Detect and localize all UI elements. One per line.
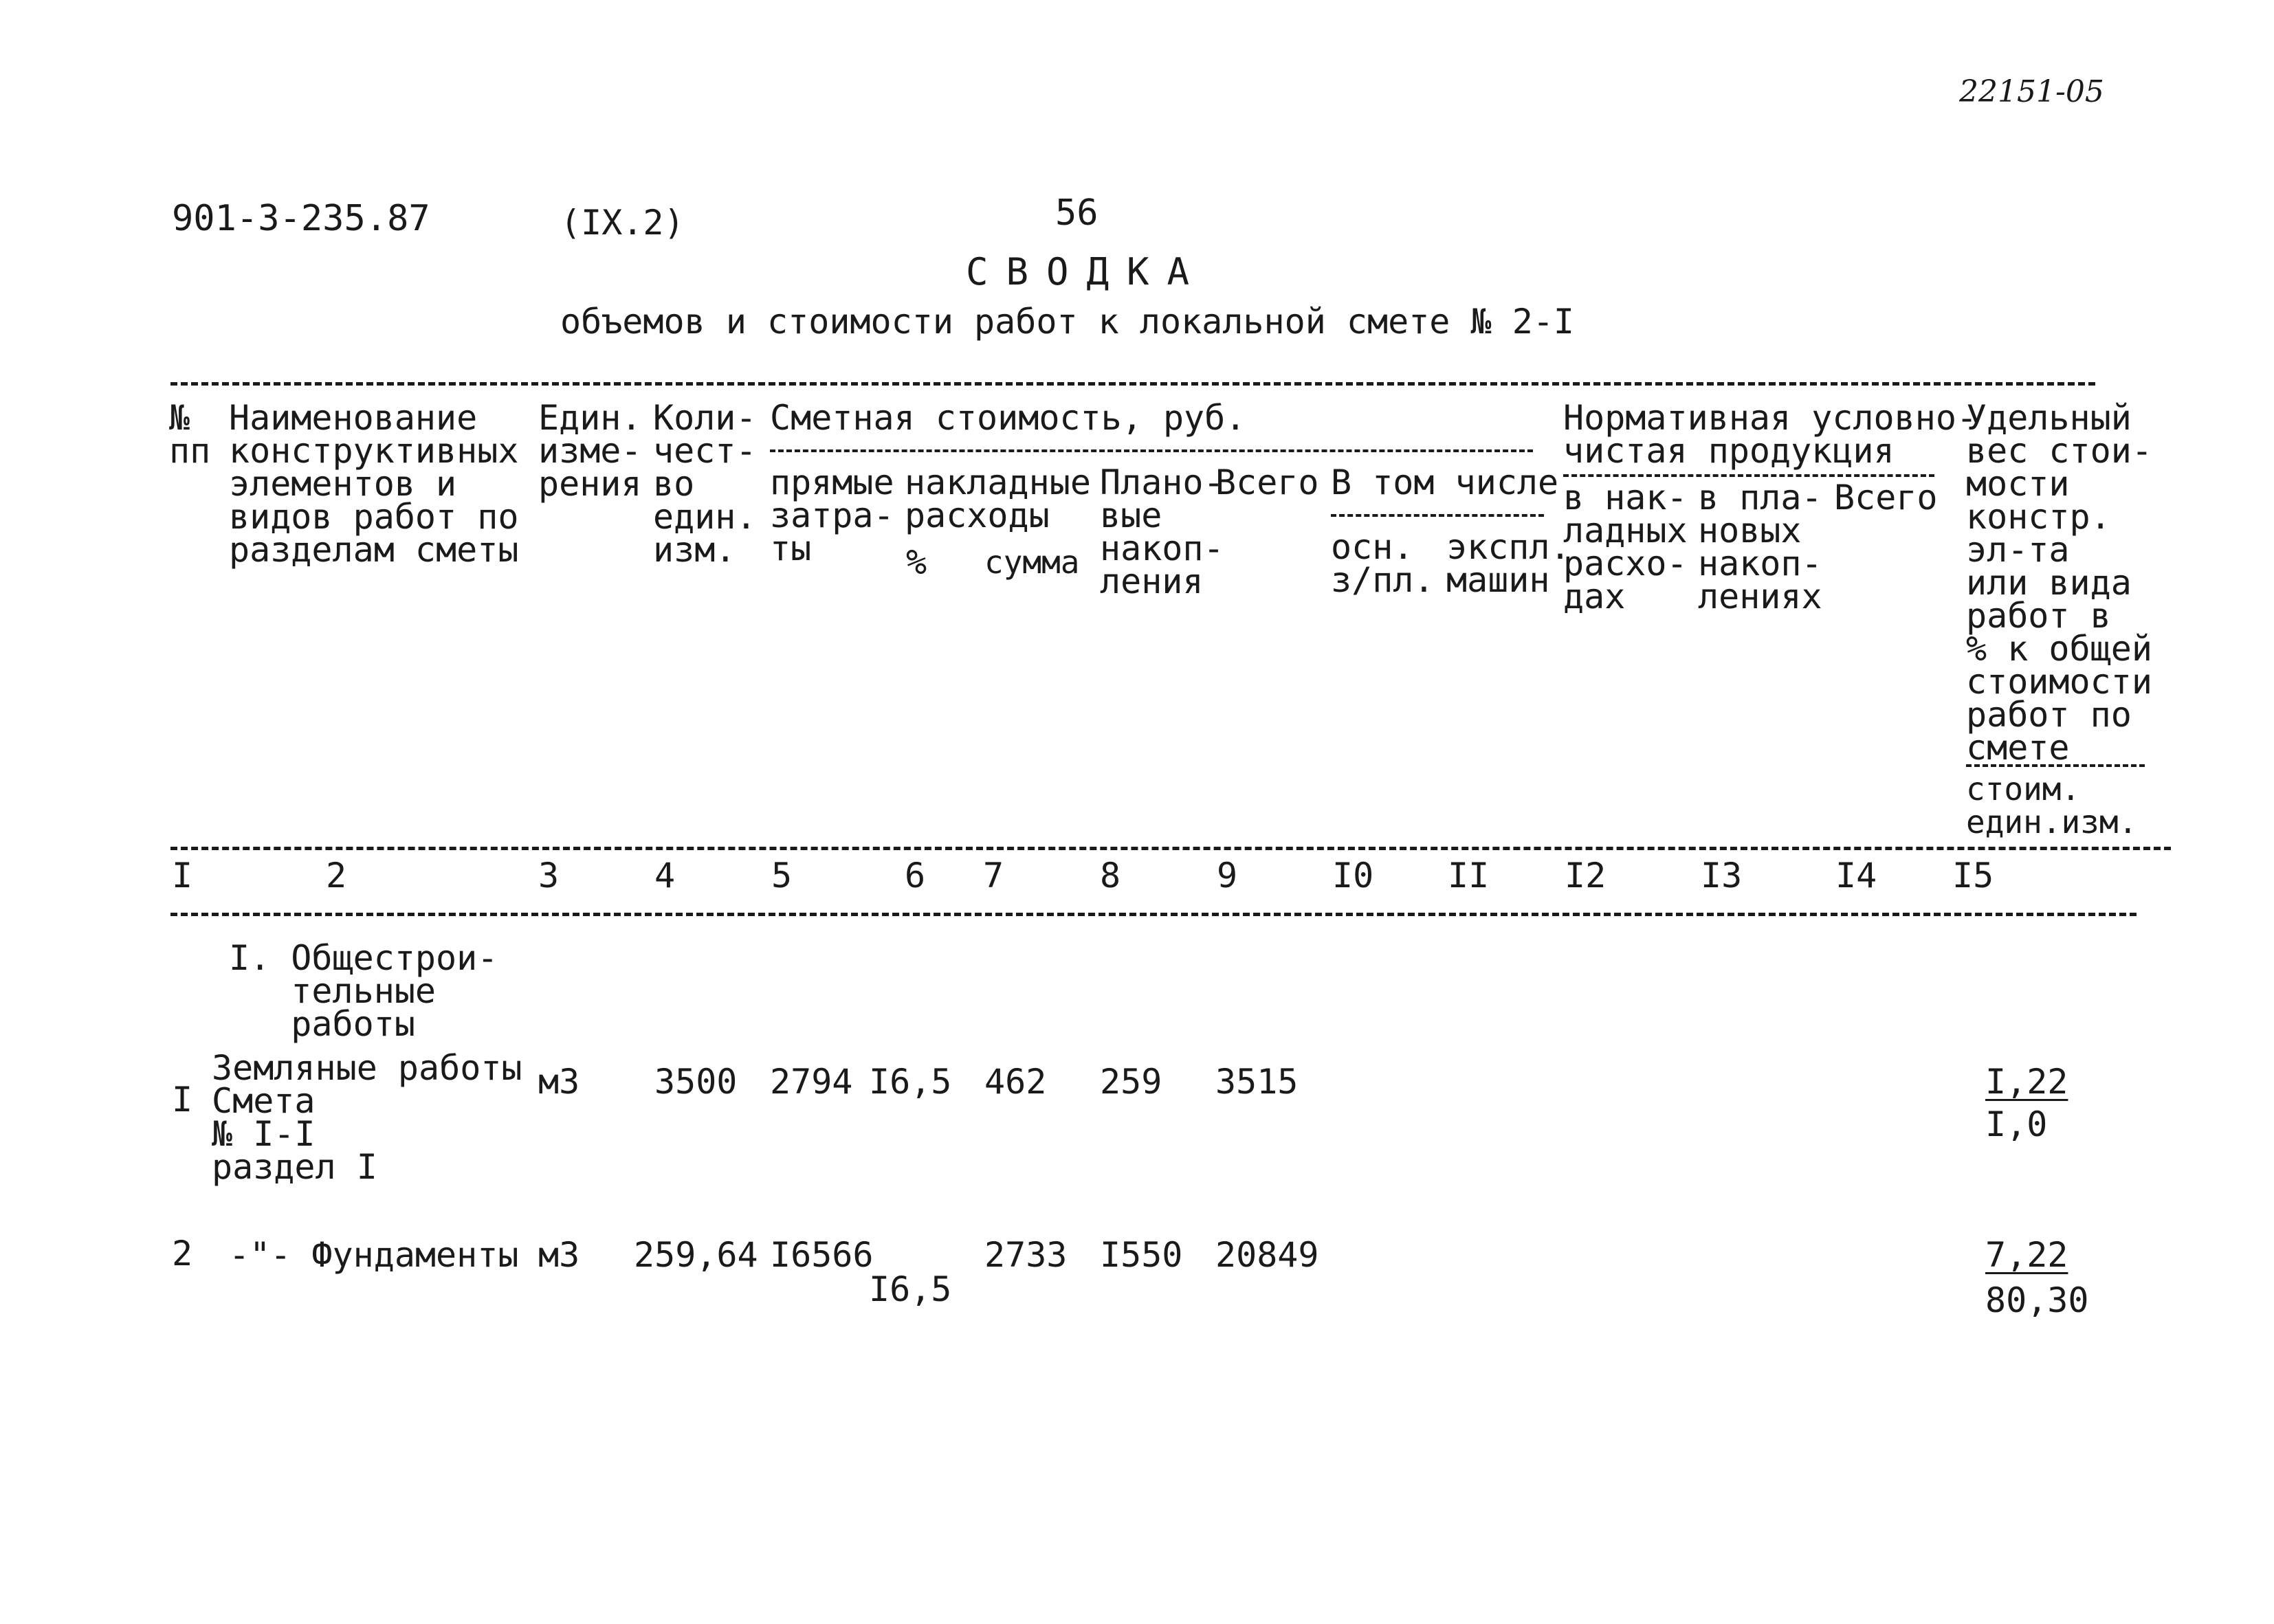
header-base-wages: осн. з/пл. <box>1331 527 1435 600</box>
header-quantity: Коли- чест- во един. изм. <box>653 398 757 570</box>
col-number: I3 <box>1701 856 1743 896</box>
row-1-overhead-pct: I6,5 <box>869 1062 952 1102</box>
corner-number: 22151-05 <box>1959 74 2104 109</box>
row-1-planned: 259 <box>1100 1062 1162 1102</box>
rule-numbers-bottom <box>170 913 2137 916</box>
header-including: В том числе <box>1331 463 1559 502</box>
row-1-direct: 2794 <box>770 1062 853 1102</box>
col-number: II <box>1448 856 1490 896</box>
header-overhead-sum: сумма <box>984 544 1080 581</box>
section-code: (IX.2) <box>560 203 685 243</box>
header-norm-total: Всего <box>1834 478 1938 518</box>
row-1-share-bottom: I,0 <box>1985 1104 2048 1144</box>
col-number: 5 <box>771 856 793 896</box>
row-1-number: I <box>172 1080 193 1120</box>
header-share-unit: стоим. един.изм. <box>1966 770 2138 841</box>
col-number: 2 <box>326 856 347 896</box>
row-1-unit: м3 <box>538 1062 580 1102</box>
row-2-planned: I550 <box>1100 1235 1183 1275</box>
col-number: 6 <box>905 856 926 896</box>
header-norm-planned: в пла- новых накоп- лениях <box>1698 478 1822 616</box>
header-total: Всего <box>1215 463 1319 502</box>
col-number: I2 <box>1565 856 1607 896</box>
row-2-share-top: 7,22 <box>1985 1235 2068 1275</box>
row-2-total: 20849 <box>1215 1235 1319 1275</box>
header-norm-overhead: в нак- ладных расхо- дах <box>1563 478 1688 616</box>
page-title: СВОДКА <box>966 250 1208 293</box>
col-number: I0 <box>1332 856 1374 896</box>
header-overhead-pct: % <box>906 542 927 582</box>
rule-header-bottom <box>170 847 2171 850</box>
col-number: 7 <box>983 856 1004 896</box>
col-number: 9 <box>1217 856 1238 896</box>
header-machines: экспл. машин <box>1446 527 1571 600</box>
row-2-overhead-sum: 2733 <box>984 1235 1068 1275</box>
document-code: 901-3-235.87 <box>172 198 430 239</box>
row-2-direct: I6566 <box>770 1235 874 1275</box>
row-2-share-bottom: 80,30 <box>1985 1280 2089 1320</box>
col-number: I4 <box>1835 856 1877 896</box>
row-1-total: 3515 <box>1215 1062 1299 1102</box>
header-cost-group: Сметная стоимость, руб. <box>770 398 1246 438</box>
rule-top <box>170 382 2095 386</box>
rule-cost-group <box>770 449 1533 452</box>
header-unit: Един. изме- рения <box>538 398 642 504</box>
rule-norm-group <box>1563 474 1934 477</box>
rule-share <box>1966 764 2145 767</box>
col-number: I5 <box>1952 856 1994 896</box>
header-share: Удельный вес стои- мости констр. эл-та или вида работ в % к общей стоимости работ по смете <box>1966 398 2152 768</box>
header-planned-savings: Плано- вые накоп- ления <box>1100 463 1224 601</box>
row-2-quantity: 259,64 <box>634 1235 758 1275</box>
row-1-share-top: I,22 <box>1985 1062 2068 1102</box>
col-number: 8 <box>1100 856 1121 896</box>
col-number: 4 <box>654 856 676 896</box>
row-2-number: 2 <box>172 1234 193 1273</box>
row-2-overhead-pct: I6,5 <box>869 1269 952 1309</box>
col-number: 3 <box>538 856 560 896</box>
row-2-name: -"- Фундаменты <box>229 1235 519 1275</box>
header-number: № пп <box>169 398 211 471</box>
row-1-overhead-sum: 462 <box>984 1062 1047 1102</box>
col-number: I <box>172 856 193 896</box>
section-heading: I. Общестрои- тельные работы <box>229 938 498 1044</box>
header-overhead: накладные расходы <box>905 463 1091 535</box>
header-name: Наименование конструктивных элементов и видов работ по разделам сметы <box>229 398 519 570</box>
page-subtitle: объемов и стоимости работ к локальной смете № 2-I <box>560 302 1575 342</box>
row-2-unit: м3 <box>538 1235 580 1275</box>
rule-including <box>1331 514 1544 517</box>
header-norm-group: Нормативная условно- чистая продукция <box>1563 398 1978 471</box>
header-direct-costs: прямые затра- ты <box>770 463 894 568</box>
row-1-quantity: 3500 <box>654 1062 738 1102</box>
page-number: 56 <box>1055 192 1099 234</box>
row-1-name: Земляные работы Смета № I-I раздел I <box>212 1048 522 1187</box>
